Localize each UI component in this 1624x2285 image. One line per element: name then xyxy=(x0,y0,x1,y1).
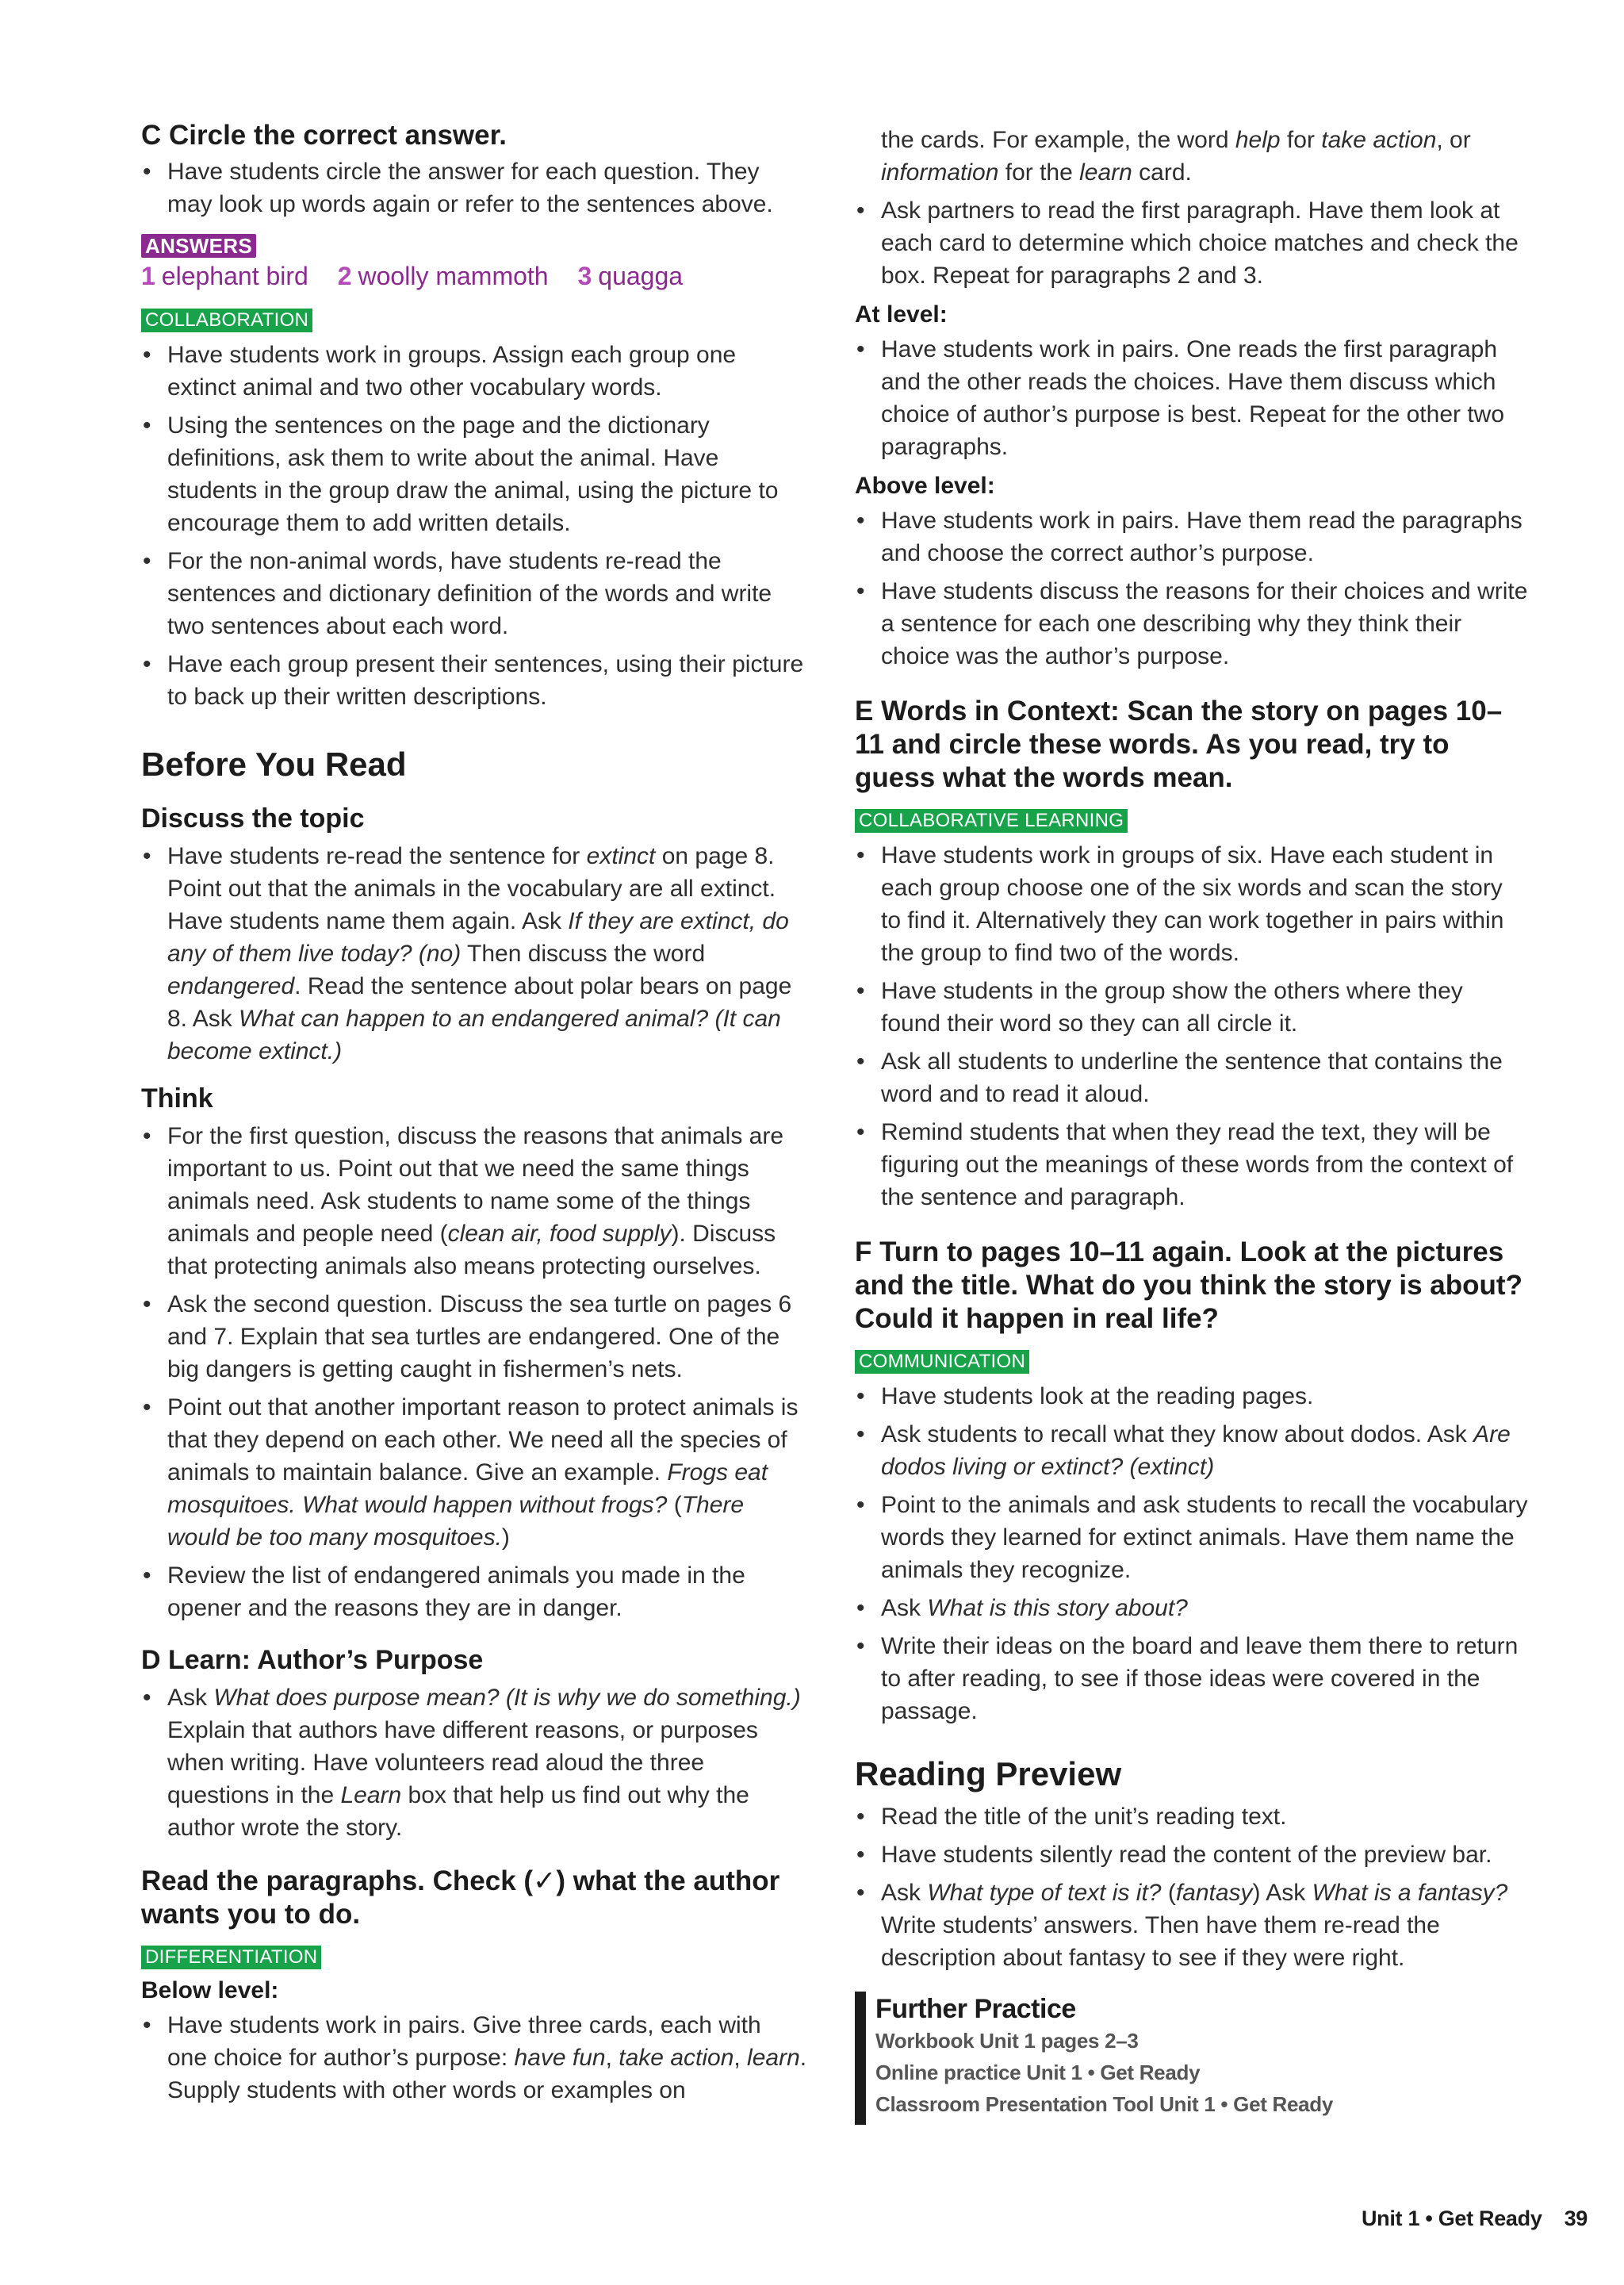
collaboration-list xyxy=(141,339,807,713)
differentiation-label: DIFFERENTIATION xyxy=(141,1946,321,1969)
list-item: • Have students in the group show the others where they found their word so they can all circle it. xyxy=(855,975,1529,1040)
list-item: • Ask students to recall what they know about dodos. Ask Are dodos living or extinct? (extinct) xyxy=(855,1418,1529,1483)
discuss-topic-heading: Discuss the topic xyxy=(141,803,365,834)
list-item: • For the non-animal words, have students re-read the sentences and dictionary definition of the words and write two sentences about each word. xyxy=(141,545,807,642)
list-item: • Have students work in groups of six. Have each student in each group choose one of the six words and scan the story to find it. Alternatively they can work together in pairs within the group to find two of the words. xyxy=(855,839,1529,969)
list-item: • Have students work in pairs. Have them read the paragraphs and choose the correct author’s purpose. xyxy=(855,504,1529,569)
section-c-heading: C Circle the correct answer. xyxy=(141,120,508,151)
above-level-list xyxy=(855,504,1529,673)
further-practice-item: Workbook Unit 1 pages 2–3 xyxy=(875,2029,1139,2053)
at-level-list xyxy=(855,333,1529,463)
collaboration-label: COLLABORATION xyxy=(141,309,312,332)
list-item: • Using the sentences on the page and the dictionary definitions, ask them to write about the animal. Have students in the group draw the animal, using the picture to encourage them to add written details. xyxy=(141,409,807,539)
above-level-heading: Above level: xyxy=(855,473,995,499)
list-item: • Ask What does purpose mean? (It is why we do something.) Explain that authors have different reasons, or purposes when writing. Have volunteers read aloud the three questions in the Learn box that help us find out why the author wrote the story. xyxy=(141,1681,807,1844)
section-d-list xyxy=(141,1681,807,1844)
discuss-topic-list xyxy=(141,840,807,1068)
below-level-heading: Below level: xyxy=(141,1977,279,2003)
list-item: • Have students work in pairs. Give three cards, each with one choice for author’s purpose: have fun, take action, learn. Supply students with other words or examples on xyxy=(141,2009,807,2107)
section-d-heading: D Learn: Author’s Purpose xyxy=(141,1645,484,1675)
answer-number: 2 xyxy=(337,262,352,290)
answer-number: 1 xyxy=(141,262,155,290)
right-column xyxy=(855,124,1529,2125)
section-e-list xyxy=(855,839,1529,1213)
list-item: • Have students re-read the sentence for extinct on page 8. Point out that the animals in the vocabulary are all extinct. Have students name them again. Ask If they are extinct, do any of them live today? (no) Then discuss the word endangered. Read the sentence about polar bears on page 8. Ask What can happen to an endangered animal? (It can become extinct.) xyxy=(141,840,807,1068)
list-item: • Ask What type of text is it? (fantasy) Ask What is a fantasy? Write students’ answers. Then have them re-read the description about fantasy to see if they were right. xyxy=(855,1877,1529,1974)
below-level-list xyxy=(141,2009,807,2107)
further-practice-title: Further Practice xyxy=(875,1994,1076,2024)
before-you-read-heading: Before You Read xyxy=(141,746,407,783)
list-item: • Have students work in groups. Assign each group one extinct animal and two other vocabulary words. xyxy=(141,339,807,404)
list-item: • Ask What is this story about? xyxy=(855,1592,1529,1624)
communication-label: COMMUNICATION xyxy=(855,1350,1029,1374)
section-f-heading: F Turn to pages 10–11 again. Look at the pictures and the title. What do you think the story is about? Could it happen in real life? xyxy=(855,1236,1522,1334)
page-number: 39 xyxy=(1564,2206,1588,2230)
left-column xyxy=(141,119,807,2112)
further-practice-item: Online practice Unit 1 • Get Ready xyxy=(875,2061,1201,2084)
list-item: • Point out that another important reason to protect animals is that they depend on each other. We need all the species of animals to maintain balance. Give an example. Frogs eat mosquitoes. What would happen without frogs? (There would be too many mosquitoes.) xyxy=(141,1391,807,1554)
answer-text: quagga xyxy=(598,262,684,290)
section-c-list xyxy=(141,155,807,220)
collaborative-learning-label: COLLABORATIVE LEARNING xyxy=(855,809,1128,833)
section-f-list xyxy=(855,1380,1529,1727)
answers-label: ANSWERS xyxy=(141,234,256,258)
list-item: • Remind students that when they read the text, they will be figuring out the meanings of these words from the context of the sentence and paragraph. xyxy=(855,1116,1529,1213)
further-practice-box xyxy=(855,1992,1529,2125)
list-item: • Ask partners to read the first paragraph. Have them look at each card to determine which choice matches and check the box. Repeat for paragraphs 2 and 3. xyxy=(855,194,1529,292)
partners-list xyxy=(855,194,1529,292)
page-footer xyxy=(1362,2206,1588,2231)
list-item: • Have students silently read the content of the preview bar. xyxy=(855,1838,1529,1871)
section-e-heading: E Words in Context: Scan the story on pages 10–11 and circle these words. As you read, try to guess what the words mean. xyxy=(855,696,1503,793)
think-list xyxy=(141,1120,807,1624)
list-item: • Write their ideas on the board and leave them there to return to after reading, to see if those ideas were covered in the passage. xyxy=(855,1630,1529,1727)
answer-text: woolly mammoth xyxy=(358,262,549,290)
list-item: • Review the list of endangered animals you made in the opener and the reasons they are in danger. xyxy=(141,1559,807,1624)
answer-number: 3 xyxy=(577,262,592,290)
list-item: • Have students look at the reading pages. xyxy=(855,1380,1529,1413)
list-item: • Have students discuss the reasons for their choices and write a sentence for each one describing why they think their choice was the author’s purpose. xyxy=(855,575,1529,673)
further-practice-item: Classroom Presentation Tool Unit 1 • Get Ready xyxy=(875,2092,1334,2116)
think-heading: Think xyxy=(141,1083,213,1114)
list-item: • Read the title of the unit’s reading text. xyxy=(855,1800,1529,1833)
read-paragraphs-heading: Read the paragraphs. Check (✓) what the author wants you to do. xyxy=(141,1865,780,1930)
answers-list xyxy=(141,259,807,293)
reading-preview-list xyxy=(855,1800,1529,1974)
at-level-heading: At level: xyxy=(855,301,948,328)
list-item: • Point to the animals and ask students to recall the vocabulary words they learned for extinct animals. Have them name the animals they recognize. xyxy=(855,1489,1529,1586)
list-item: • Ask all students to underline the sentence that contains the word and to read it aloud. xyxy=(855,1045,1529,1110)
list-item: • Have each group present their sentences, using their picture to back up their written descriptions. xyxy=(141,648,807,713)
list-item: • For the first question, discuss the reasons that animals are important to us. Point out that we need the same things animals need. Ask students to name some of the things animals and people need (clean air, food supply). Discuss that protecting animals also means protecting ourselves. xyxy=(141,1120,807,1282)
list-item: • Have students work in pairs. One reads the first paragraph and the other reads the choices. Have them discuss which choice of author’s purpose is best. Repeat for the other two paragraphs. xyxy=(855,333,1529,463)
list-item: • Ask the second question. Discuss the sea turtle on pages 6 and 7. Explain that sea turtles are endangered. One of the big dangers is getting caught in fishermen’s nets. xyxy=(141,1288,807,1386)
reading-preview-heading: Reading Preview xyxy=(855,1755,1122,1792)
unit-label: Unit 1 • Get Ready xyxy=(1361,2206,1542,2230)
answer-text: elephant bird xyxy=(161,262,308,290)
continued-paragraph: the cards. For example, the word help for take action, or information for the learn card. xyxy=(881,127,1471,186)
list-item: • Have students circle the answer for each question. They may look up words again or refer to the sentences above. xyxy=(141,155,807,220)
